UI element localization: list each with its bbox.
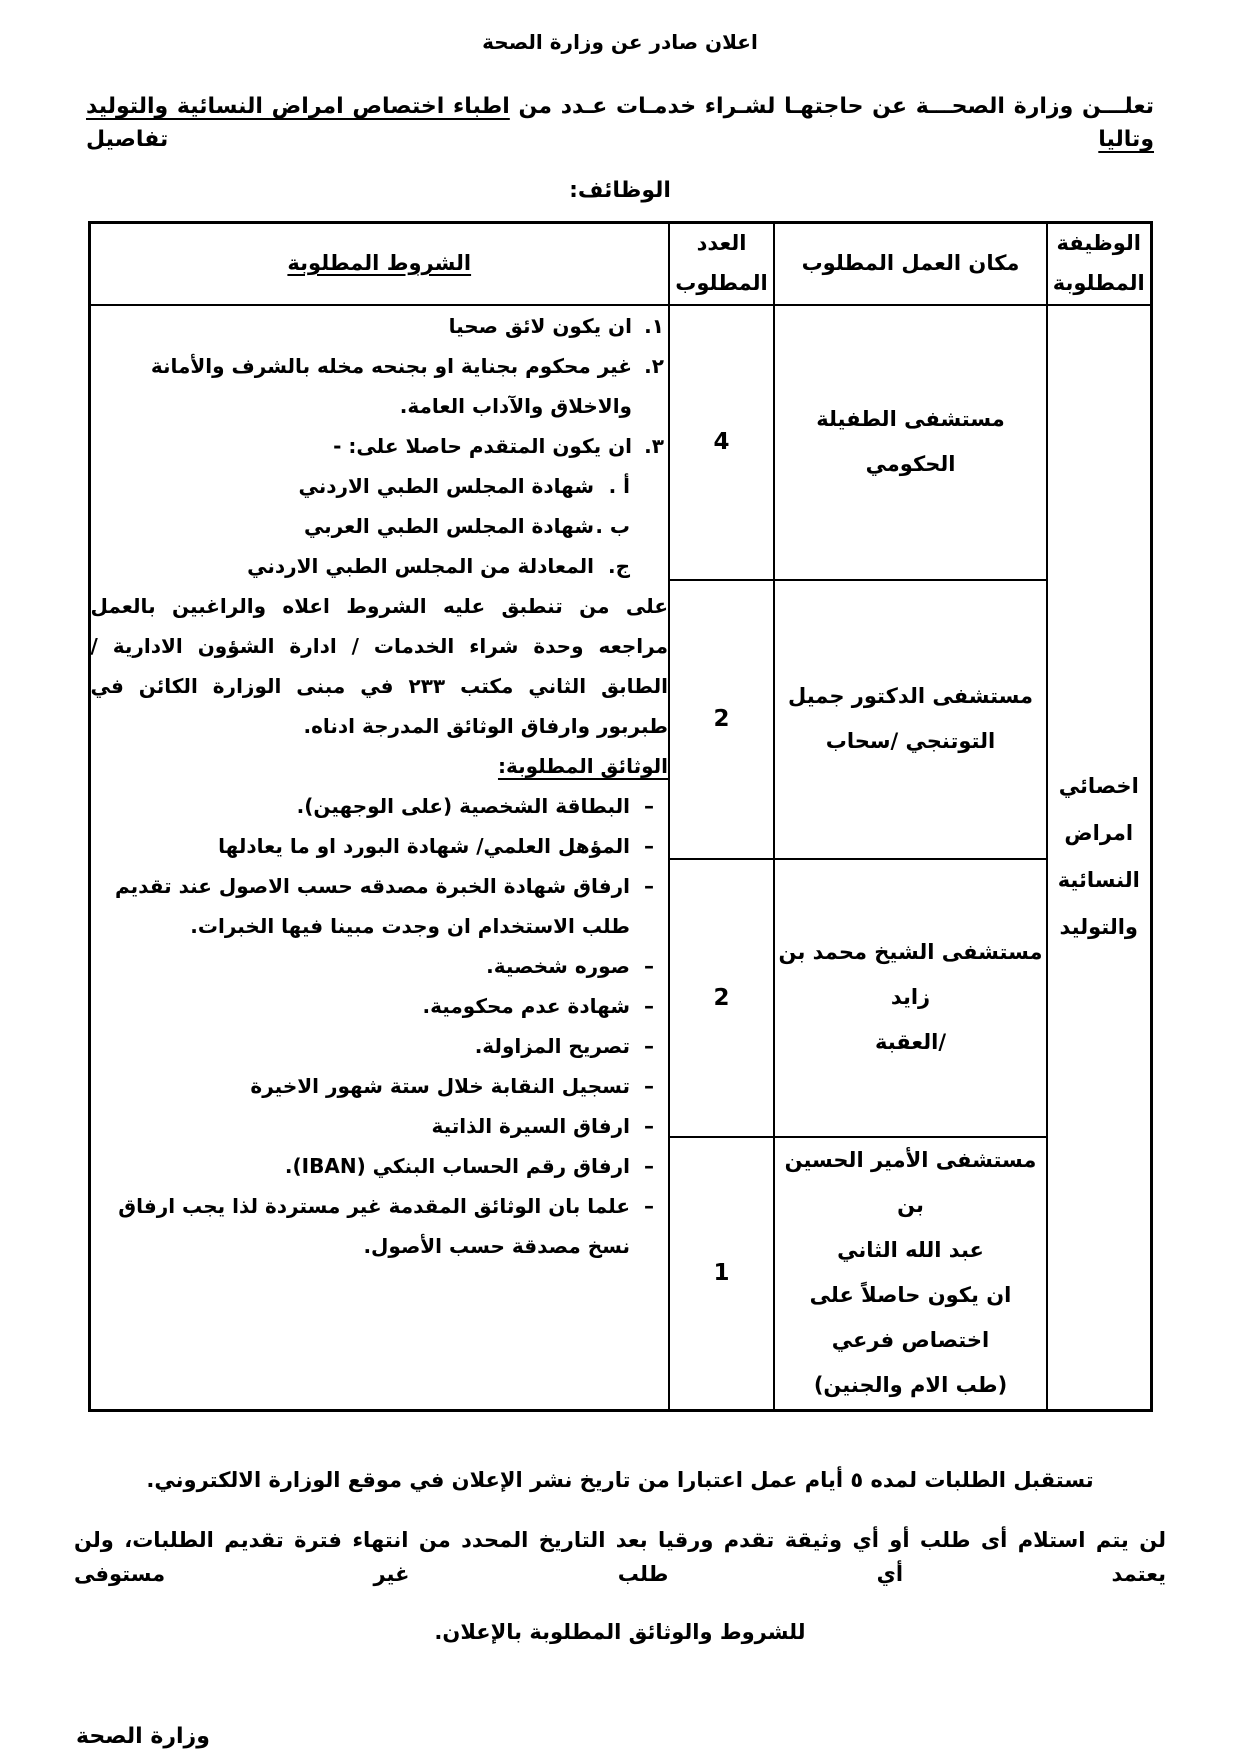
intro-text-after: تفاصيل bbox=[86, 127, 1099, 152]
condition-text: شهادة المجلس الطبي العربي bbox=[303, 513, 594, 538]
document-text: شهادة عدم محكومية. bbox=[422, 993, 630, 1018]
application-instructions: على من تنطبق عليه الشروط اعلاه والراغبين بالعمل مراجعه وحدة شراء الخدمات / ادارة الشؤون الادارية /الطابق الثاني مكتب ٢٣٣ في مبنى الوزارة الكائن في طبربور وارفاق الوثائق المدرجة ادناه. bbox=[90, 593, 668, 738]
location-cell-4: مستشفى الأمير الحسين بن عبد الله الثاني ان يكون حاصلاً على اختصاص فرعي (طب الام والجنين) bbox=[774, 1137, 1047, 1410]
count-cell-1: 4 bbox=[669, 305, 774, 580]
count-cell-3: 2 bbox=[669, 859, 774, 1137]
document-text: تصريح المزاولة. bbox=[474, 1033, 630, 1058]
document-item-5 bbox=[91, 986, 669, 1026]
intro-text-before: تعلـــن وزارة الصحـــة عن حاجتهـا لشـراء خدمـات عـدد من bbox=[509, 94, 1154, 119]
dash-bullet: – bbox=[644, 833, 654, 858]
document-text: ارفاق السيرة الذاتية bbox=[431, 1113, 630, 1138]
condition-letter: أ . bbox=[608, 473, 630, 498]
header-required-conditions bbox=[89, 223, 669, 305]
table-header-row bbox=[89, 223, 1151, 305]
required-documents-heading: الوثائق المطلوبة: bbox=[497, 753, 668, 778]
footer-notes bbox=[74, 1464, 1166, 1650]
ministry-signature: وزارة الصحة bbox=[76, 1724, 210, 1749]
condition-subitem-b bbox=[91, 506, 669, 546]
document-item-8 bbox=[91, 1106, 669, 1146]
condition-subitem-a bbox=[91, 466, 669, 506]
document-text: ارفاق رقم الحساب البنكي (IBAN). bbox=[284, 1153, 630, 1178]
header-required-conditions-label: الشروط المطلوبة bbox=[287, 250, 472, 275]
condition-letter: ج. bbox=[607, 553, 630, 578]
count-cell-4: 1 bbox=[669, 1137, 774, 1410]
condition-text: المعادلة من المجلس الطبي الاردني bbox=[247, 553, 594, 578]
document-item-7 bbox=[91, 1066, 669, 1106]
intro-line-2: الوظائف: bbox=[569, 178, 671, 203]
vacancies-table bbox=[88, 221, 1153, 1412]
header-job-title: الوظيفة المطلوبة bbox=[1047, 223, 1151, 305]
document-item-1 bbox=[91, 786, 669, 826]
header-work-location: مكان العمل المطلوب bbox=[774, 223, 1047, 305]
document-item-2 bbox=[91, 826, 669, 866]
dash-bullet: – bbox=[644, 1113, 654, 1138]
condition-number: ١. bbox=[644, 313, 664, 338]
condition-text: شهادة المجلس الطبي الاردني bbox=[298, 473, 594, 498]
document-item-3 bbox=[91, 866, 669, 946]
document-text: علما بان الوثائق المقدمة غير مستردة لذا يجب ارفاق نسخ مصدقة حسب الأصول. bbox=[118, 1193, 630, 1258]
condition-number: ٣. bbox=[644, 433, 664, 458]
document-item-9 bbox=[91, 1146, 669, 1186]
job-title-cell: اخصائي امراض النسائية والتوليد bbox=[1047, 305, 1151, 1410]
condition-text: ان يكون لائق صحيا bbox=[448, 313, 632, 338]
condition-text: غير محكوم بجناية او بجنحه مخله بالشرف والأمانة والاخلاق والآداب العامة. bbox=[150, 353, 632, 418]
table-row bbox=[89, 305, 1151, 580]
condition-item-1 bbox=[91, 306, 669, 346]
dash-bullet: – bbox=[644, 953, 654, 978]
dash-bullet: – bbox=[644, 1153, 654, 1178]
condition-item-2 bbox=[91, 346, 669, 426]
document-text: ارفاق شهادة الخبرة مصدقه حسب الاصول عند تقديم طلب الاستخدام ان وجدت مبينا فيها الخبرات. bbox=[114, 873, 630, 938]
dash-bullet: – bbox=[644, 793, 654, 818]
document-text: صوره شخصية. bbox=[486, 953, 630, 978]
condition-letter: ب . bbox=[595, 513, 630, 538]
footer-deadline-note: تستقبل الطلبات لمده ٥ أيام عمل اعتبارا من تاريخ نشر الإعلان في موقع الوزارة الالكتروني. bbox=[146, 1467, 1094, 1492]
dash-bullet: – bbox=[644, 1193, 654, 1218]
conditions-cell bbox=[89, 305, 669, 1410]
document-item-10 bbox=[91, 1186, 669, 1266]
page-title: اعلان صادر عن وزارة الصحة bbox=[482, 30, 758, 54]
document-item-4 bbox=[91, 946, 669, 986]
document-text: تسجيل النقابة خلال ستة شهور الاخيرة bbox=[250, 1073, 630, 1098]
condition-item-3 bbox=[91, 426, 669, 466]
intro-text-underlined: اطباء اختصاص امراض النسائية والتوليد وتاليا bbox=[86, 94, 1154, 152]
condition-subitem-c bbox=[91, 546, 669, 586]
document-item-6 bbox=[91, 1026, 669, 1066]
dash-bullet: – bbox=[644, 1033, 654, 1058]
intro-line-1 bbox=[86, 90, 1154, 156]
footer-rejection-note-continued: للشروط والوثائق المطلوبة بالإعلان. bbox=[434, 1620, 806, 1645]
condition-text: ان يكون المتقدم حاصلا على: - bbox=[333, 433, 632, 458]
count-cell-2: 2 bbox=[669, 580, 774, 859]
document-text: البطاقة الشخصية (على الوجهين). bbox=[296, 793, 630, 818]
intro-paragraph bbox=[86, 90, 1154, 207]
location-cell-1: مستشفى الطفيلة الحكومي bbox=[774, 305, 1047, 580]
header-required-count: العدد المطلوب bbox=[669, 223, 774, 305]
location-cell-3: مستشفى الشيخ محمد بن زايد /العقبة bbox=[774, 859, 1047, 1137]
dash-bullet: – bbox=[644, 1073, 654, 1098]
footer-rejection-note: لن يتم استلام أى طلب أو أي وثيقة تقدم ورقيا بعد التاريخ المحدد من انتهاء فترة تقديم الطلبات، ولن يعتمد أي طلب غير مستوفى bbox=[74, 1528, 1166, 1586]
dash-bullet: – bbox=[644, 993, 654, 1018]
document-text: المؤهل العلمي/ شهادة البورد او ما يعادلها bbox=[218, 833, 630, 858]
location-cell-2: مستشفى الدكتور جميل التوتنجي /سحاب bbox=[774, 580, 1047, 859]
condition-number: ٢. bbox=[644, 353, 664, 378]
dash-bullet: – bbox=[644, 873, 654, 898]
